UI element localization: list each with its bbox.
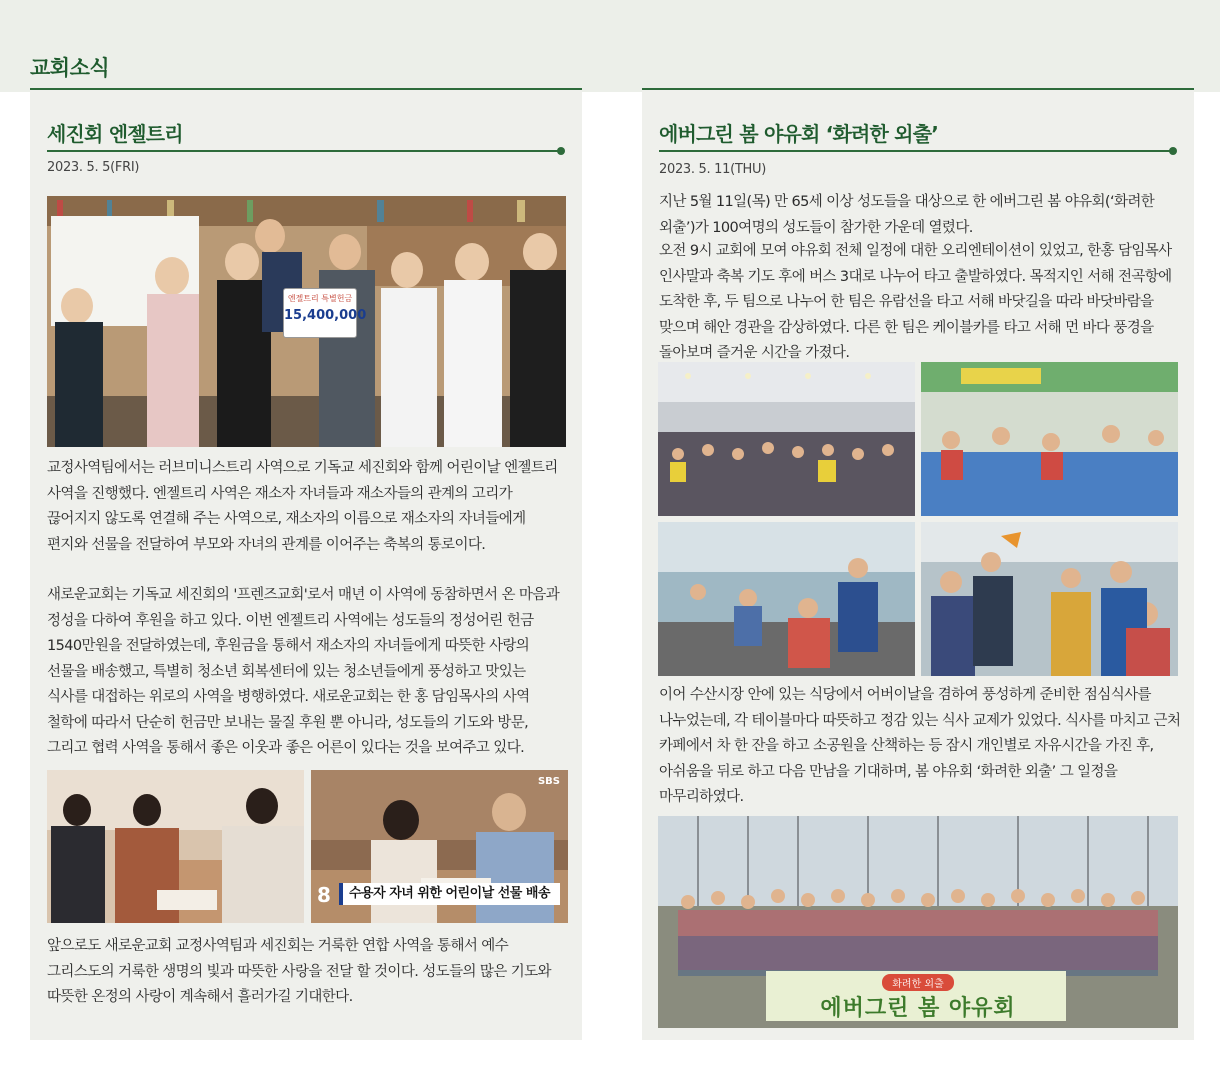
article-right — [642, 88, 1194, 1040]
banner-title: 에버그린 봄 야유회 — [820, 996, 1016, 1021]
article-date: 2023. 5. 5(FRI) — [47, 160, 140, 175]
article-title: 세진회 엔젤트리 — [47, 122, 183, 146]
hall-photo — [658, 362, 915, 516]
title-rule — [47, 150, 561, 152]
article-title: 에버그린 봄 야유회 ‘화려한 외출’ — [659, 122, 939, 146]
donation-sign — [283, 288, 367, 338]
paragraph-2: 오전 9시 교회에 모여 야유회 전체 일정에 대한 오리엔테이션이 있었고, 한홍 담임목사 인사말과 축복 기도 후에 버스 3대로 나누어 타고 출발하였다. 목적지인 서해 전곡항에 도착한 후, 두 팀으로 나누어 한 팀은 유람선을 타고 서해 바닷길을 따라 바닷바람을 맞으며 해안 경관을 감상하였다. 다른 한 팀은 케이블카를 타고 서해 먼 바다 풍경을 돌아보며 즐거운 시간을 가졌다. — [659, 243, 1172, 361]
marina-group-photo — [658, 816, 1178, 1028]
header-band — [0, 0, 1220, 92]
paragraph-2: 새로운교회는 기독교 세진회의 '프렌즈교회'로서 매년 이 사역에 동참하면서 온 마음과 정성을 다하여 후원을 하고 있다. 이번 엔젤트리 사역에는 성도들의 정성어린 헌금 1540만원을 전달하였는데, 후원금을 통해서 재소자의 자녀들에게 따뜻한 사랑의 선물을 배송했고, 특별히 청소년 회복센터에 있는 청소년들에게 풍성하고 맛있는 식사를 대접하는 위로의 사역을 병행하였다. 새로운교회는 한 홍 담임목사의 사역 철학에 따라서 단순히 헌금만 보내는 물질 후원 뿐 아니라, 성도들의 기도와 방문, 그리고 협력 사역을 통해서 좋은 이웃과 좋은 어른이 있다는 것을 보여주고 있다. — [47, 587, 560, 756]
banner-subtitle: 화려한 외출 — [882, 974, 953, 991]
paragraph-3: 앞으로도 새로운교회 교정사역팀과 세진회는 거룩한 연합 사역을 통해서 예수 그리스도의 거룩한 생명의 빛과 따뜻한 사랑을 전달 할 것이다. 성도들의 많은 기도와 따뜻한 온정의 사랑이 계속해서 흘러가길 기대한다. — [47, 938, 551, 1005]
restaurant-photo — [921, 362, 1178, 516]
paragraph-3: 이어 수산시장 안에 있는 식당에서 어버이날을 겸하여 풍성하게 준비한 점심식사를 나누었는데, 각 테이블마다 따뜻하고 정감 있는 식사 교제가 있었다. 식사를 마치고 근처 카페에서 차 한 잔을 하고 소공원을 산책하는 등 잠시 개인별로 자유시간을 가진 후, 아쉬움을 뒤로 하고 다음 만남을 기대하며, 봄 야유회 ‘화려한 외출’ 그 일정을 마무리하였다. — [659, 687, 1181, 805]
news-number: 8 — [317, 883, 331, 907]
cablecar-photo — [921, 522, 1178, 676]
news-caption: 수용자 자녀 위한 어린이날 선물 배송 — [339, 883, 560, 905]
picnic-banner — [658, 972, 1178, 1022]
ferry-photo — [658, 522, 915, 676]
title-rule — [659, 150, 1173, 152]
section-title: 교회소식 — [30, 56, 110, 80]
sign-amount: 15,400,000 — [284, 308, 367, 323]
broadcaster-logo: SBS — [537, 776, 560, 787]
sign-line1: 엔젤트리 특별헌금 — [287, 294, 353, 303]
paragraph-1: 교정사역팀에서는 러브미니스트리 사역으로 기독교 세진회와 함께 어린이날 엔젤트리 사역을 진행했다. 엔젤트리 사역은 재소자 자녀들과 재소자들의 관계의 고리가 끊어지지 않도록 연결해 주는 사역으로, 재소자의 이름으로 재소자의 자녀들에게 편지와 선물을 전달하여 부모와 자녀의 관계를 이어주는 축복의 통로이다. — [47, 460, 558, 553]
article-left — [30, 88, 582, 1040]
group-photo — [47, 196, 566, 447]
article-date: 2023. 5. 11(THU) — [659, 162, 767, 177]
paragraph-1: 지난 5월 11일(목) 만 65세 이상 성도들을 대상으로 한 에버그린 봄 야유회(‘화려한 외출’)가 100여명의 성도들이 참가한 가운데 열렸다. — [659, 194, 1155, 236]
packing-photo — [47, 770, 304, 923]
news-photo — [311, 770, 568, 923]
